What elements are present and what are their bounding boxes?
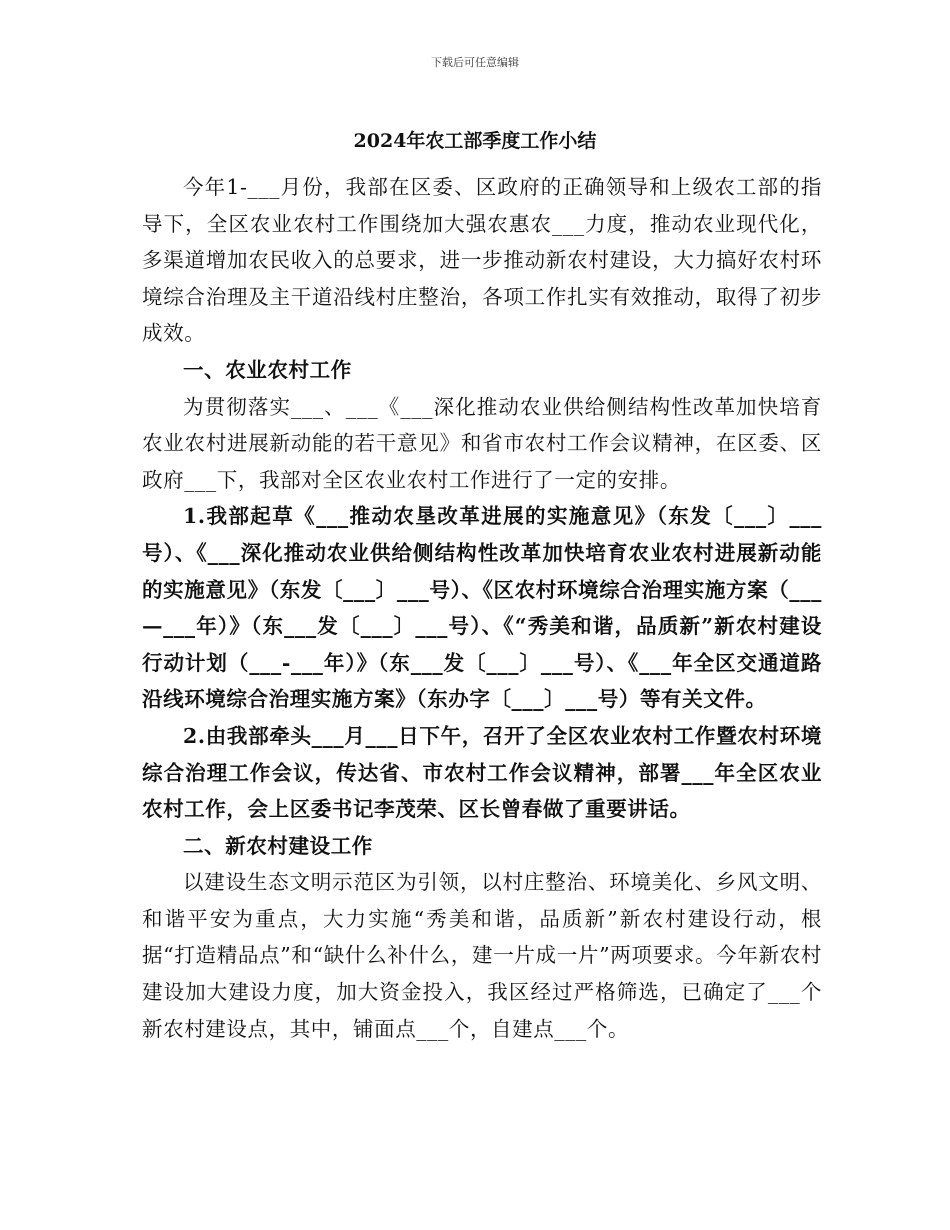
page-header: 下载后可任意编辑 [431,56,519,69]
document-title: 2024年农工部季度工作小结 [353,130,597,152]
intro-paragraph: 今年1-___月份，我部在区委、区政府的正确领导和上级农工部的指导下，全区农业农村工作围绕加大强农惠农___力度，推动农业现代化，多渠道增加农民收入的总要求，进一步推动新农村建设，大力搞好农村环境综合治理及主干道沿线村庄整治，各项工作扎实有效推动，取得了初步成效。 [142,175,822,346]
document-body [142,169,822,1047]
section-heading-agriculture: 一、农业农村工作 [183,357,352,382]
new-village-paragraph: 以建设生态文明示范区为引领，以村庄整治、环境美化、乡风文明、和谐平安为重点，大力实施“秀美和谐，品质新”新农村建设行动，根据“打造精品点”和“缺什么补什么，建一片成一片”两项要求。今年新农村建设加大建设力度，加大资金投入，我区经过严格筛选，已确定了___个新农村建设点，其中，铺面点___个，自建点___个。 [142,870,822,1041]
agriculture-paragraph: 为贯彻落实___、___《___深化推动农业供给侧结构性改革加快培育农业农村进展新动能的若干意见》和省市农村工作会议精神，在区委、区政府___下，我部对全区农业农村工作进行了一定的安排。 [142,394,822,492]
section-heading-new-village: 二、新农村建设工作 [183,833,373,858]
agriculture-item-1: 1.我部起草《___推动农垦改革进展的实施意见》（东发〔___〕___号）、《___深化推动农业供给侧结构性改革加快培育农业农村进展新动能的实施意见》（东发〔___〕___号）、《区农村环境综合治理实施方案（___—___年）》（东___发〔___〕___号）、《“秀美和谐，品质新”新农村建设行动计划（___-___年）》（东___发〔___〕___号）、《___年全区交通道路沿线环境综合治理实施方案》（东办字〔___〕___号）等有关文件。 [142,504,822,712]
agriculture-item-2: 2.由我部牵头___月___日下午，召开了全区农业农村工作暨农村环境综合治理工作会议，传达省、市农村工作会议精神，部署___年全区农业农村工作，会上区委书记李茂荣、区长曾春做了重要讲话。 [142,723,822,822]
